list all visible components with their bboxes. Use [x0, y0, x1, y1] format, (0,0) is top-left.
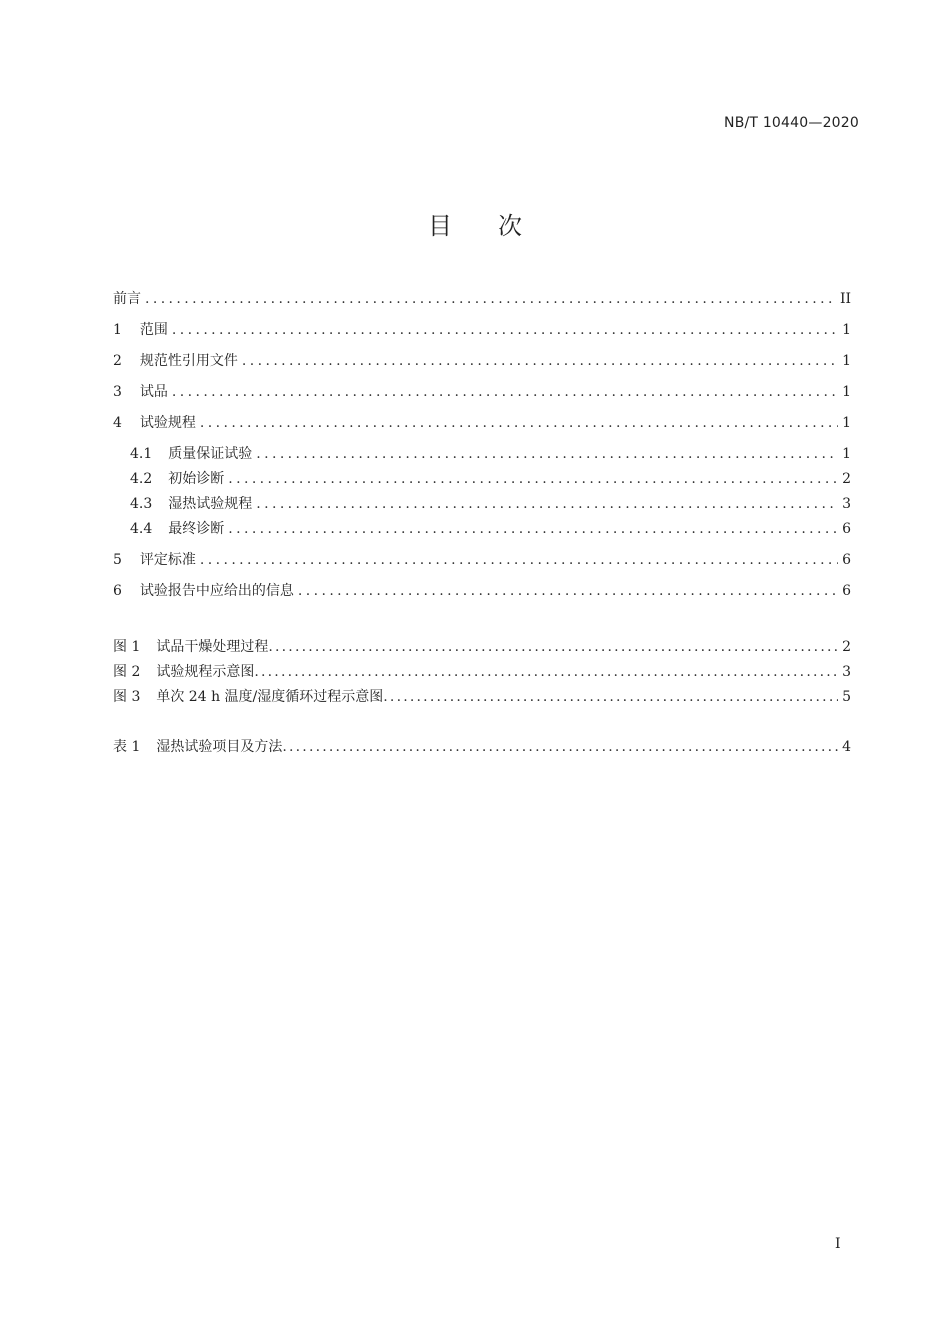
toc-subentry[interactable] — [130, 519, 851, 539]
figure-page: 3 — [842, 664, 851, 680]
toc-entry-label: 前言 — [113, 291, 141, 307]
toc-entry-page: 1 — [842, 384, 851, 400]
toc-entry[interactable] — [113, 581, 851, 601]
toc-entry-page: 1 — [842, 415, 851, 431]
toc-entry-number: 5 — [113, 552, 122, 568]
figure-label: 单次 24 h 温度/湿度循环过程示意图 — [156, 689, 384, 705]
dot-leader — [383, 687, 838, 707]
toc-entry[interactable] — [113, 320, 851, 340]
toc-entry-number: 1 — [113, 322, 122, 338]
toc-entry[interactable] — [113, 382, 851, 402]
dot-leader — [282, 737, 838, 757]
toc-entry-number: 4 — [113, 415, 122, 431]
toc-entry-number: 4.3 — [130, 496, 153, 512]
dot-leader — [298, 581, 838, 601]
figure-number: 图 2 — [113, 664, 141, 680]
toc-subentry[interactable] — [130, 444, 851, 464]
dot-leader — [145, 289, 836, 309]
toc-subentry[interactable] — [130, 494, 851, 514]
figure-entry[interactable] — [113, 637, 851, 657]
dot-leader — [172, 382, 838, 402]
page-title: 目次 — [428, 212, 568, 240]
standard-number: NB/T 10440—2020 — [724, 115, 859, 131]
figure-page: 5 — [842, 689, 851, 705]
toc-entry-page: II — [839, 291, 851, 307]
toc-entry-number: 4.2 — [130, 471, 153, 487]
toc-entry[interactable] — [113, 550, 851, 570]
figure-number: 图 1 — [113, 639, 141, 655]
toc-entry-number: 3 — [113, 384, 122, 400]
figure-entry[interactable] — [113, 662, 851, 682]
dot-leader — [228, 519, 838, 539]
toc-entry[interactable] — [113, 351, 851, 371]
toc-entry-number: 4.4 — [130, 521, 153, 537]
dot-leader — [256, 444, 838, 464]
toc-entry-label: 试验报告中应给出的信息 — [139, 583, 294, 599]
figure-label: 试品干燥处理过程 — [156, 639, 269, 655]
dot-leader — [242, 351, 838, 371]
toc-entry-label: 最终诊断 — [168, 521, 225, 537]
toc-entry[interactable] — [113, 413, 851, 433]
toc-entry[interactable] — [113, 289, 851, 309]
toc-subentry[interactable] — [130, 469, 851, 489]
toc-entry-label: 质量保证试验 — [168, 446, 253, 462]
toc-entry-label: 初始诊断 — [168, 471, 225, 487]
toc-entry-page: 1 — [842, 322, 851, 338]
figure-entry[interactable] — [113, 687, 851, 707]
toc-entry-number: 6 — [113, 583, 122, 599]
dot-leader — [228, 469, 838, 489]
dot-leader — [200, 413, 838, 433]
toc-entry-label: 湿热试验规程 — [168, 496, 253, 512]
toc-entry-page: 6 — [842, 552, 851, 568]
figure-label: 试验规程示意图 — [156, 664, 255, 680]
dot-leader — [172, 320, 838, 340]
dot-leader — [254, 662, 838, 682]
toc-entry-page: 3 — [842, 496, 851, 512]
toc-entry-label: 规范性引用文件 — [139, 353, 238, 369]
toc-entry-page: 6 — [842, 521, 851, 537]
table-entry[interactable] — [113, 737, 851, 757]
footer-page-number: I — [835, 1236, 841, 1252]
figure-number: 图 3 — [113, 689, 141, 705]
toc-entry-number: 4.1 — [130, 446, 153, 462]
table-page: 4 — [842, 739, 851, 755]
figure-page: 2 — [842, 639, 851, 655]
table-label: 湿热试验项目及方法 — [156, 739, 283, 755]
toc-entry-label: 评定标准 — [139, 552, 196, 568]
toc-entry-label: 试验规程 — [139, 415, 196, 431]
toc-entry-label: 范围 — [139, 322, 168, 338]
toc-entry-page: 1 — [842, 353, 851, 369]
dot-leader — [268, 637, 838, 657]
toc-entry-page: 6 — [842, 583, 851, 599]
toc-entry-page: 2 — [842, 471, 851, 487]
dot-leader — [200, 550, 838, 570]
toc-entry-label: 试品 — [139, 384, 168, 400]
toc-entry-page: 1 — [842, 446, 851, 462]
dot-leader — [256, 494, 838, 514]
table-number: 表 1 — [113, 739, 141, 755]
toc-entry-number: 2 — [113, 353, 122, 369]
